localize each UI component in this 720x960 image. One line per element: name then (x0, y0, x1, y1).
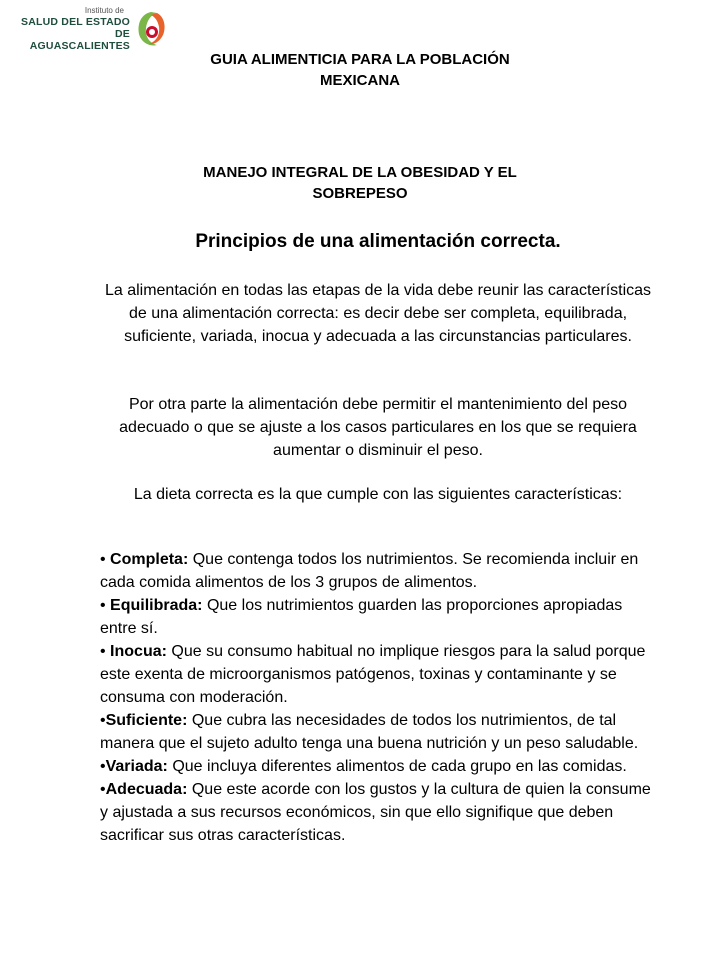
list-item-text: Que incluya diferentes alimentos de cada grupo en las comidas. (167, 758, 627, 775)
guide-heading-line-2: MEXICANA (319, 72, 400, 89)
logo-small-text: Instituto de (84, 6, 124, 15)
logo-emblem-icon (135, 10, 167, 48)
logo-line-1: SALUD DEL ESTADO (21, 16, 130, 28)
list-item-equilibrada (100, 594, 660, 640)
logo-line-2: DE AGUASCALIENTES (29, 28, 130, 52)
list-item-variada (100, 755, 660, 778)
list-item-term: Variada: (105, 758, 168, 775)
list-item-text: Que cubra las necesidades de todos los nutrimientos, de tal manera que el sujeto adulto tenga una buena nutrición y un peso saludable. (100, 712, 639, 752)
section-heading (0, 162, 720, 204)
bullet: • (100, 781, 106, 798)
list-item-adecuada (100, 778, 660, 847)
list-item-text: Que los nutrimientos guarden las proporciones apropiadas entre sí. (100, 597, 623, 637)
institute-logo (17, 6, 167, 50)
bullet: • (100, 551, 111, 568)
section-heading-line-1: MANEJO INTEGRAL DE LA OBESIDAD Y EL (203, 164, 517, 181)
bullet: • (100, 758, 106, 775)
bullet: • (100, 643, 111, 660)
guide-heading-line-1: GUIA ALIMENTICIA PARA LA POBLACIÓN (210, 51, 510, 68)
section-heading-line-2: SOBREPESO (312, 185, 408, 202)
paragraph-2: Por otra parte la alimentación debe permitir el mantenimiento del peso adecuado o que se ajuste a los casos particulares en los que se requiera aumentar o disminuir el peso. (119, 396, 637, 459)
list-item-term: Completa: (110, 551, 189, 568)
list-item-term: Inocua: (110, 643, 167, 660)
list-item-term: Equilibrada: (110, 597, 203, 614)
list-item-text: Que este acorde con los gustos y la cultura de quien la consume y ajustada a sus recursos económicos, sin que ello signifique que deben sacrificar sus otras características. (100, 781, 651, 844)
list-item-inocua (100, 640, 660, 709)
guide-heading (0, 49, 720, 91)
paragraph-3: La dieta correcta es la que cumple con las siguientes características: (133, 486, 623, 503)
characteristics-list (100, 548, 660, 847)
list-item-completa (100, 548, 660, 594)
list-item-suficiente (100, 709, 660, 755)
list-item-text: Que su consumo habitual no implique riesgos para la salud porque este exenta de microorganismos patógenos, toxinas y contaminante y se consuma con moderación. (100, 643, 646, 706)
list-item-text: Que contenga todos los nutrimientos. Se recomienda incluir en cada comida alimentos de los 3 grupos de alimentos. (100, 551, 639, 591)
logo-text (17, 6, 130, 52)
bullet: • (100, 597, 111, 614)
list-item-term: Suficiente: (105, 712, 188, 729)
principles-title: Principios de una alimentación correcta. (195, 231, 561, 252)
paragraph-1: La alimentación en todas las etapas de la vida debe reunir las características de una alimentación correcta: es decir debe ser completa, equilibrada, suficiente, variada, inocua y adecuada a las circunstancias particulares. (104, 282, 652, 345)
list-item-term: Adecuada: (105, 781, 188, 798)
bullet: • (100, 712, 106, 729)
